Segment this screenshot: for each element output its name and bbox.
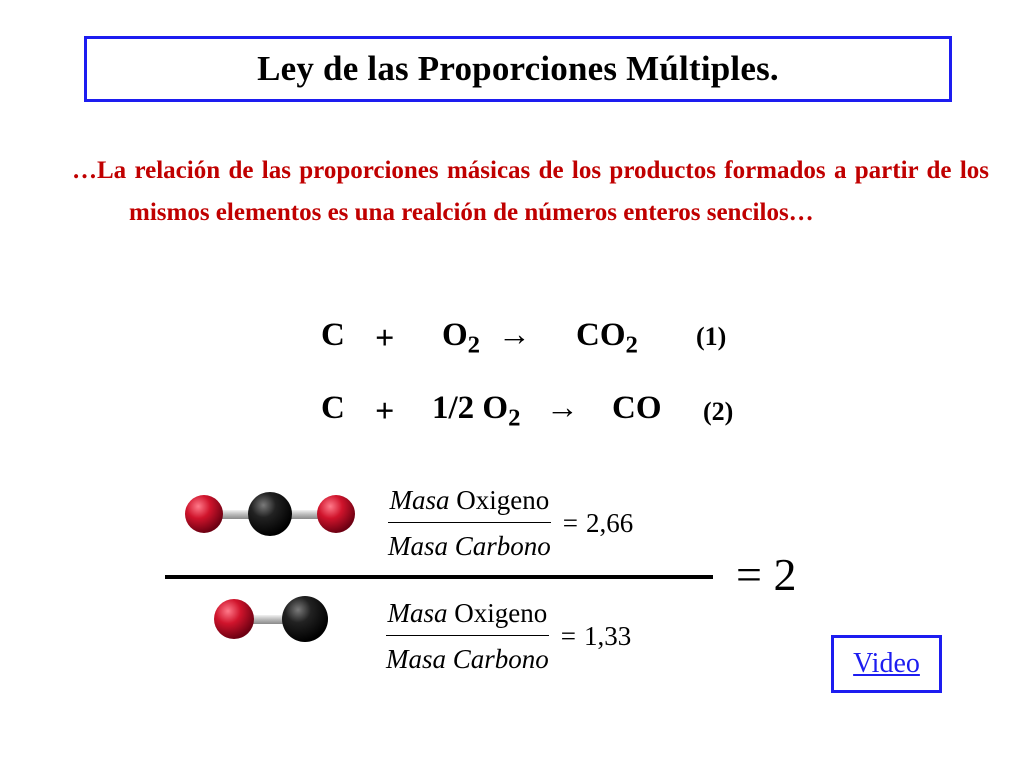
ratio-co2: [388, 485, 633, 562]
reaction2-reactant1: C: [321, 390, 345, 426]
reaction2-number: (2): [703, 397, 734, 426]
ratio-co2-value: 2,66: [586, 508, 634, 538]
co2-molecule-model: [178, 483, 362, 547]
reaction2-reactant2: 1/2 $O_2$: [432, 390, 521, 432]
reaction1-reactant1: C: [321, 317, 345, 353]
ratio-co2-numerator: Masa Oxigeno: [389, 485, 550, 515]
oxygen-atom: [214, 599, 254, 639]
reaction2-arrow: →: [546, 390, 579, 426]
reaction1-plus: +: [375, 320, 395, 357]
reaction1-reactant2: $O_2$: [442, 317, 481, 359]
ratio-co-value: 1,33: [584, 621, 632, 651]
ratio-co-equals: =: [560, 621, 576, 651]
reaction2-product: CO: [612, 390, 662, 426]
video-box: [831, 635, 942, 693]
reaction1-product: $CO_2$: [576, 317, 638, 359]
main-fraction-bar: [165, 575, 713, 579]
title-box: [84, 36, 952, 102]
ratio-co: [386, 598, 631, 675]
co-molecule-model: [206, 590, 336, 654]
ratio-co-numerator: Masa Oxigeno: [387, 598, 548, 628]
ratio-co2-equals: =: [562, 508, 578, 538]
intro-paragraph: …La relación de las proporciones másicas de los productos formados a partir de los mismos elementos es una realción de números enteros sencilos…: [72, 157, 989, 226]
reaction1-number: (1): [696, 322, 727, 351]
ratio-co2-denominator: Masa Carbono: [388, 522, 551, 562]
video-link[interactable]: Video: [853, 648, 920, 679]
slide-title: Ley de las Proporciones Múltiples.: [257, 49, 779, 88]
oxygen-atom: [317, 495, 355, 533]
reaction2-plus: +: [375, 393, 395, 430]
carbon-atom: [282, 596, 328, 642]
oxygen-atom: [185, 495, 223, 533]
reaction1-arrow: →: [498, 317, 531, 353]
ratio-co-denominator: Masa Carbono: [386, 635, 549, 675]
carbon-atom: [248, 492, 292, 536]
ratio-result: = 2: [736, 549, 797, 600]
